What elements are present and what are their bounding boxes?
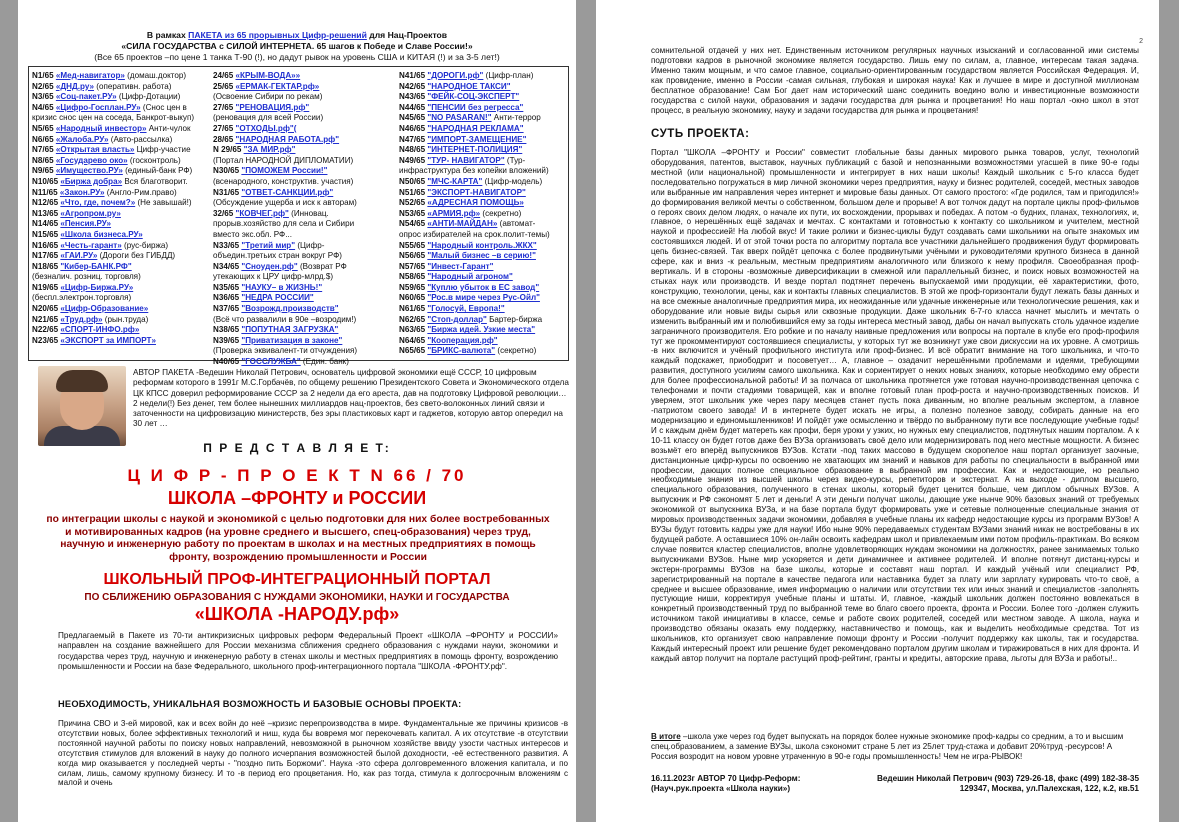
project-number: N35/65 — [213, 282, 242, 292]
project-row — [399, 262, 567, 273]
project-link[interactable]: «Государево око» — [55, 155, 128, 165]
project-link[interactable]: "ОТХОДЫ.рф"( — [235, 123, 297, 133]
project-row — [32, 336, 210, 347]
project-number: N34/65 — [213, 261, 242, 271]
project-number: N48/65 — [399, 145, 428, 155]
project-note: (Дороги без ГИБДД) — [97, 251, 176, 261]
need-paragraph: Причина СВО и 3-ей мировой, как и всех войн до неё –кризис перепроизводства в мире. Фундаментальные же причины кризисов -в отсутствии новых, более эффективных технологий и ниш, куда бы вовремя мог перекочевать капитал. А их отсутствие -в отсутствии постоянной научной работы по поиску новых направлений, невозможной в рыночном хозяйстве ввиду узости частных интересов и отсутствия стимулов для вложений в науку до полного исчерпания возможностей былой доходности, -её естественного развития. А когда мир оказывается у последней черты - "позднo пить Боржоми". Наука -это сфера долговременного вложения капитала, и по силам, лишь, самому крупному бизнесу. И то -в период его процветания. Но, как раз тогда, стимула к долгосрочным вложениям с малой и очень — [58, 719, 568, 788]
summary-paragraph: В итоге –школа уже через год будет выпускать на порядок более нужные экономике проф-кадры со средним, а то и высшим спец.образованием, а замение ВУЗы, школа сэкономит стране 5 лет из 25лет труд-стажа и добавит 20%труд -ресурсов! А Россия возродит на новом уровне утраченную в 90-е годы промышленность! Чем не игра-РЫВОК! — [651, 732, 1124, 761]
project-row — [213, 198, 395, 209]
project-row — [399, 209, 567, 220]
project-number: N43/65 — [399, 92, 428, 102]
project-note: (Тур- — [504, 155, 526, 165]
project-row — [213, 315, 395, 326]
project-row — [213, 272, 395, 283]
project-number: N8/65 — [32, 155, 56, 165]
project-number: N59/65 — [399, 282, 428, 292]
project-row — [399, 283, 567, 294]
project-link[interactable]: «АНТИ-МАЙДАН» — [427, 219, 498, 229]
project-number: N7/65 — [32, 145, 56, 155]
project-row — [213, 82, 395, 93]
project-note: (Цифр-план) — [483, 71, 534, 80]
project-note: кризис снос цен на соседа, Банкрот-выкуп) — [32, 113, 195, 123]
project-link[interactable]: «Агропром.ру» — [60, 208, 121, 218]
project-row — [32, 71, 210, 82]
presents-label: П Р Е Д С Т А В Л Я Е Т: — [203, 441, 391, 455]
project-note: Бартер-биржа — [486, 314, 543, 324]
project-number: N37/65 — [213, 304, 242, 314]
project-row — [213, 209, 395, 220]
need-heading: НЕОБХОДИМОСТЬ, УНИКАЛЬНАЯ ВОЗМОЖНОСТЬ И БАЗОВЫЕ ОСНОВЫ ПРОЕКТА: — [58, 699, 462, 709]
project-link[interactable]: "Рос.в мире через Рус-Ойл" — [427, 293, 540, 303]
project-number: N31/65 — [213, 187, 242, 197]
project-row — [399, 346, 567, 357]
project-note: (секретно) — [495, 346, 537, 356]
package-header — [30, 30, 564, 63]
page-2 — [596, 0, 1159, 822]
project-row — [32, 293, 210, 304]
sign-role: (Науч.рук.проекта «Школа науки») — [651, 784, 791, 793]
project-number-title: Ц И Ф Р - П Р О Е К Т N 66 / 70 — [127, 466, 467, 485]
project-row — [213, 241, 395, 252]
project-row — [399, 124, 567, 135]
project-row — [399, 103, 567, 114]
project-row — [213, 251, 395, 262]
project-row — [213, 336, 395, 347]
project-link[interactable]: «Соц-пакет.РУ» — [55, 92, 117, 102]
project-link[interactable]: "Сноуден.рф" — [241, 261, 298, 271]
project-number: N62/65 — [399, 314, 428, 324]
project-link[interactable]: "Приватизация в законе" — [241, 335, 343, 345]
portal-name: «ШКОЛА -НАРОДУ.рф» — [194, 604, 400, 624]
project-row — [213, 103, 395, 114]
project-number: N6/65 — [32, 134, 56, 144]
project-link[interactable]: "ИМПОРТ-ЗАМЕЩЕНИЕ" — [427, 134, 527, 144]
project-row — [32, 262, 210, 273]
project-link[interactable]: «Мед-навигатор» — [55, 71, 125, 80]
project-row — [213, 177, 395, 188]
project-row — [213, 346, 395, 357]
project-link[interactable]: «Что, где, почем?» — [60, 198, 136, 208]
project-note: (Един. банк) — [300, 357, 349, 367]
page-1 — [18, 0, 576, 822]
project-subtitle: по интеграции школы с наукой и экономикой с целью подготовки для них более востребованных и мотивированных кадров (на уровне среднего и высшего, спец-образования) через труд, научную и инженерную работу по проектам в школах и на местных предприятиях в помощь фронту, возрождению промышленности и России — [46, 514, 550, 563]
project-number: N19/65 — [32, 282, 61, 292]
project-link[interactable]: «Открытая власть» — [55, 145, 135, 155]
project-number: N56/65 — [399, 251, 428, 261]
project-row — [399, 230, 567, 241]
project-link[interactable]: "ГОССЛУЖБА" — [241, 357, 301, 367]
project-row — [32, 124, 210, 135]
project-link[interactable]: "КОВЧЕГ.рф" — [235, 208, 289, 218]
project-link[interactable]: "БРИКС-валюта" — [427, 346, 496, 356]
project-row — [32, 304, 210, 315]
project-note: (Инновац. — [288, 208, 329, 218]
section-title: СУТЬ ПРОЕКТА: — [651, 128, 750, 140]
project-note: (рус-биржа) — [121, 240, 169, 250]
project-number: N52/65 — [399, 198, 428, 208]
sign-contacts: Ведешин Николай Петрович (903) 729-26-18, факс (499) 182-38-35 129347, Москва, ул.Палехская, 122, к.2, кв.51 — [876, 774, 1139, 793]
project-note: (Проверка эквивалент-ти отчуждения) — [213, 346, 358, 356]
project-link[interactable]: "ФЕЙК-СОЦ-ЭКСПЕРТ" — [427, 92, 520, 102]
project-link[interactable]: «АДРЕСНАЯ ПОМОЩЬ» — [427, 198, 524, 208]
project-link[interactable]: "ПЕНСИИ без регресса" — [427, 102, 524, 112]
project-link[interactable]: «ЭКСПОРТ за ИМПОРТ» — [60, 335, 156, 345]
project-note: (Не завышай!) — [135, 198, 192, 208]
projects-column-3 — [399, 71, 567, 357]
project-number: 28/65 — [213, 134, 236, 144]
project-link[interactable]: «КРЫМ-ВОДА»» — [235, 71, 301, 80]
project-row — [399, 304, 567, 315]
project-row — [32, 92, 210, 103]
project-row — [32, 145, 210, 156]
project-row — [399, 145, 567, 156]
project-note: (Англо-Рим.право) — [104, 187, 177, 197]
project-number: N2/65 — [32, 81, 56, 91]
project-link[interactable]: "НАУКУ– в ЖИЗНЬ!" — [241, 282, 323, 292]
project-number: N54/65 — [399, 219, 428, 229]
project-row — [399, 251, 567, 262]
project-number: N18/65 — [32, 261, 61, 271]
project-row — [213, 166, 395, 177]
project-row — [213, 262, 395, 273]
project-number: N45/65 — [399, 113, 428, 123]
project-number: N1/65 — [32, 71, 56, 80]
project-row — [399, 177, 567, 188]
project-link[interactable]: "РЕНОВАЦИЯ.рф" — [235, 102, 310, 112]
project-link[interactable]: «АРМИЯ.рф» — [427, 208, 481, 218]
project-note: (единый-банк РФ) — [122, 166, 193, 176]
project-row — [399, 315, 567, 326]
project-link[interactable]: «Цифро-Госплан.РУ» — [55, 102, 141, 112]
project-number: N47/65 — [399, 134, 428, 144]
project-row — [399, 156, 567, 167]
project-row — [213, 357, 395, 368]
project-link[interactable]: "ЭКСПОРТ-НАВИГАТОР" — [427, 187, 526, 197]
intro-paragraph: Предлагаемый в Пакете из 70-ти антикризисных цифровых реформ Федеральный Проект «ШКОЛА –ФРОНТУ и РОССИИ» направлен на создание важнейшего для России механизма сближения среднего образования с нуждами науки, экономики и государства через труд, научную и инженерную работу в стенах школы и местных предприятиях в помощь фронту, возрождению промышленности и России на базе Федерального, школьного проф-интеграционного портала "ШКОЛА -ФРОНТУ.рф". — [58, 631, 558, 671]
project-number: N57/65 — [399, 261, 428, 271]
project-link[interactable]: "ИНТЕРНЕТ-ПОЛИЦИЯ" — [427, 145, 523, 155]
project-link[interactable]: "Народный агроном" — [427, 272, 513, 282]
project-row — [32, 113, 210, 124]
header-line-1: В рамках ПАКЕТА из 65 прорывных Цифр-решений для Нац-Проектов — [146, 30, 448, 40]
project-note: (безналич. розниц. торговля) — [32, 272, 141, 282]
project-note: (домаш.доктор) — [124, 71, 187, 80]
project-link[interactable]: "Куплю убыток в ЕС завод" — [427, 282, 540, 292]
project-row — [213, 135, 395, 146]
project-link[interactable]: "Возрожд.производств" — [241, 304, 339, 314]
project-number: 25/65 — [213, 81, 236, 91]
projects-table — [28, 66, 569, 367]
page-number: 2 — [1139, 38, 1143, 45]
package-link[interactable]: ПАКЕТА из 65 прорывных Цифр-решений — [188, 30, 367, 40]
project-note: (всенародного, конструктив. участия) — [213, 176, 354, 186]
project-link[interactable]: "Третий мир" — [241, 240, 296, 250]
project-note: (Снос цен в — [140, 102, 187, 112]
project-row — [32, 315, 210, 326]
project-link[interactable]: "НЕДРА РОССИИ" — [241, 293, 314, 303]
project-row — [32, 156, 210, 167]
project-number: N10/65 — [32, 176, 61, 186]
project-number: N11/65 — [32, 187, 60, 197]
project-number: N60/65 — [399, 293, 428, 303]
project-row — [32, 219, 210, 230]
project-note: (Возврат РФ — [297, 261, 347, 271]
project-link[interactable]: "НАРОДНАЯ РАБОТА.рф" — [235, 134, 340, 144]
project-note: (беспл.электрон.торговля) — [32, 293, 132, 303]
projects-column-2 — [213, 71, 395, 368]
project-row — [213, 113, 395, 124]
project-row — [32, 230, 210, 241]
project-row — [32, 103, 210, 114]
project-note: (Освоение Сибири по рекам) — [213, 92, 323, 102]
project-row — [32, 325, 210, 336]
project-number: N55/65 — [399, 240, 428, 250]
project-number: 27/65 — [213, 102, 236, 112]
project-row — [213, 71, 395, 82]
project-number: N39/65 — [213, 335, 242, 345]
project-row — [213, 283, 395, 294]
continuation-paragraph: сомнительной отдачей у них нет. Единственным источником регулярных научных изысканий и согласованной ими системы подготовки кадров в рыночной экономике является государство. Лишь ему по силам, а, главное, интересам такая задача. Именно таким мощным, и что самое главное, социально-ориентированным государством является Российская Федерация. И, как провидение, именно в России -самая сильная, глубокая и широкая наука! Как и лучшее в мире и доступной миллионам бесплатное образование! Сам Бог дает нам исторический шанс соединить воедино волю и инвестиционные возможности государства с силой науки, образования и задачи государства для рынка и процветания! Но наш портал -окно школ в этот процесс, в реальную экономику, науку и задачи государства для рынка и процветания! — [651, 46, 1139, 115]
project-number: N20/65 — [32, 304, 61, 314]
project-link[interactable]: "Кибер-БАНК.РФ" — [60, 261, 132, 271]
sign-date-author: 16.11.2023г АВТОР 70 Цифр-Реформ: — [651, 774, 801, 783]
project-link[interactable]: «Биржа добра» — [60, 176, 123, 186]
project-row — [399, 135, 567, 146]
project-note: (Цифр-модель) — [482, 176, 543, 186]
project-number: N13/65 — [32, 208, 61, 218]
project-row — [32, 241, 210, 252]
project-number: N5/65 — [32, 123, 56, 133]
project-note: Анти-террор — [491, 113, 541, 123]
project-number: N22/65 — [32, 325, 61, 335]
header-line-2: «СИЛА ГОСУДАРСТВА с СИЛОЙ ИНТЕРНЕТА. 65 шагов к Победе и Славе России!» — [121, 41, 473, 51]
project-link[interactable]: "МЧС-КАРТА" — [427, 176, 483, 186]
project-row — [32, 177, 210, 188]
project-note: (рын.труда) — [102, 314, 149, 324]
project-number: N64/65 — [399, 335, 428, 345]
project-row — [399, 325, 567, 336]
project-number: N46/65 — [399, 123, 428, 133]
project-name-title: ШКОЛА –ФРОНТУ и РОССИИ — [167, 488, 427, 508]
project-note: Анти-чулок — [146, 123, 191, 133]
project-link[interactable]: «Цифр-Биржа.РУ» — [60, 282, 134, 292]
project-note: Цифр-участие — [134, 145, 191, 155]
project-number: N53/65 — [399, 208, 428, 218]
project-note: опрос избирателей на срок.полит-темы) — [399, 229, 550, 239]
project-link[interactable]: "НАРОДНОЕ ТАКСИ" — [427, 81, 511, 91]
project-row — [399, 113, 567, 124]
project-number: N12/65 — [32, 198, 61, 208]
project-link[interactable]: «СПОРТ-ИНФО.рф» — [60, 325, 140, 335]
project-number: N3/65 — [32, 92, 56, 102]
project-note: (Авто-рассылка) — [108, 134, 173, 144]
project-link[interactable]: «Пенсия.РУ» — [60, 219, 112, 229]
signature-block — [651, 774, 1139, 794]
project-number: N16/65 — [32, 240, 61, 250]
project-number: N30/65 — [213, 166, 242, 176]
project-link[interactable]: «Школа бизнеса.РУ» — [60, 229, 143, 239]
project-row — [32, 166, 210, 177]
project-number: N44/65 — [399, 102, 428, 112]
portal-subtitle: ПО СБЛИЖЕНИЮ ОБРАЗОВАНИЯ С НУЖДАМИ ЭКОНОМИКИ, НАУКИ И ГОСУДАРСТВА — [84, 592, 510, 603]
project-row — [32, 198, 210, 209]
project-note: (Цифр- — [295, 240, 325, 250]
project-note: (Портал НАРОДНОЙ ДИПЛОМАТИИ) — [213, 155, 354, 165]
project-number: N42/65 — [399, 81, 428, 91]
project-link[interactable]: «ГАИ.РУ» — [60, 251, 98, 261]
project-link[interactable]: «ДНД.ру» — [55, 81, 95, 91]
project-row — [399, 219, 567, 230]
project-link[interactable]: "ОТВЕТ-САНКЦИИ.рф" — [241, 187, 334, 197]
project-note: (оперативн. работа) — [94, 81, 172, 91]
project-link[interactable]: «Честь-гарант» — [60, 240, 122, 250]
project-row — [213, 325, 395, 336]
project-link[interactable]: "ЗА МИР.рф" — [243, 145, 296, 155]
author-photo — [38, 366, 126, 446]
project-link[interactable]: "NO PASARAN!" — [427, 113, 492, 123]
project-note: инфраструктура без копейки вложений) — [399, 166, 549, 176]
projects-column-1 — [32, 71, 210, 346]
project-number: N38/65 — [213, 325, 242, 335]
project-row — [399, 92, 567, 103]
project-link[interactable]: «ЕРМАК-ГЕКТАР.рф» — [235, 81, 320, 91]
project-link[interactable]: «Труд.рф» — [60, 314, 103, 324]
project-number: N14/65 — [32, 219, 61, 229]
project-row — [213, 156, 395, 167]
project-row — [213, 145, 395, 156]
project-link[interactable]: «Цифр-Образование» — [60, 304, 149, 314]
project-note: (Обсуждение ущерба и иск к авторам) — [213, 198, 357, 208]
project-link[interactable]: «Имущество.РУ» — [55, 166, 123, 176]
project-link[interactable]: "ДОРОГИ.рф" — [427, 71, 484, 80]
project-row — [399, 71, 567, 82]
project-number: N17/65 — [32, 251, 61, 261]
project-row — [213, 304, 395, 315]
project-row — [32, 251, 210, 262]
project-row — [213, 188, 395, 199]
project-row — [213, 124, 395, 135]
project-number: N 29/65 — [213, 145, 244, 155]
project-row — [32, 82, 210, 93]
project-row — [32, 209, 210, 220]
project-number: N15/65 — [32, 229, 61, 239]
project-number: N21/65 — [32, 314, 61, 324]
project-link[interactable]: «Жалоба.РУ» — [55, 134, 109, 144]
project-link[interactable]: "Стоп-доллар" — [427, 314, 487, 324]
project-row — [399, 82, 567, 93]
summary-label: В итоге — [651, 732, 681, 741]
project-row — [213, 293, 395, 304]
project-row — [399, 272, 567, 283]
project-link[interactable]: "Малый бизнес –в серию!" — [427, 251, 536, 261]
project-note: (автомат- — [497, 219, 536, 229]
project-note: объедин.третьих стран вокруг РФ) — [213, 251, 342, 261]
project-number: N63/65 — [399, 325, 428, 335]
project-row — [32, 188, 210, 199]
project-number: N58/65 — [399, 272, 428, 282]
project-number: 27/65 — [213, 123, 236, 133]
project-note: прорыв.хозяйство для села и Сибири — [213, 219, 355, 229]
project-number: N36/65 — [213, 293, 242, 303]
author-bio: АВТОР ПАКЕТА -Ведешин Николай Петрович, основатель цифровой экономики ещё СССР, 10 цифровым реформам которого в 1991г М.С.Горбачёв, по общему решению Президентского Совета и Экономического отдела ЦК КПСС доверил реформирование СССР за 2 недели да его ареста, дав на подготовку Цифровой революции… 2 недели(!) Без денег, тем более нынешних миллиардов нац-проектов, без свето-волоконных линий связи и заточенности на цифровизацию министерств, без эры пластиковых карт и гаджетов, которую автор опередил на 30 лет … — [133, 368, 569, 429]
project-number: 24/65 — [213, 71, 236, 80]
project-row — [213, 92, 395, 103]
project-link[interactable]: "ТУР- НАВИГАТОР" — [427, 155, 505, 165]
project-link[interactable]: "Голосуй, Европа!" — [427, 304, 505, 314]
project-row — [213, 219, 395, 230]
project-number: N23/65 — [32, 335, 61, 345]
project-essence-paragraph: Портал "ШКОЛА –ФРОНТУ и России" совместит глобальные базы данных мирового рынка товаров, услуг, технологий оборудования, патентов, выставок, научных публикаций с базой и непознанными возможностями угасшей в пике 90-е годы местной (или национальной) промышленности и интегрирует в них наши школы! Каждый школьник с 5-го класса будет последовательно погружаться в мир личной экономики через предприятия, науку и бизнес родителей, соседей, местных заводов или выбранные им направления через интернет и мировые базы данных. От самого простого: «Где родился, там и пригодился!» до формирования великой мечты о собственном, большом деле и прорыве! А вот толчок дадут на портале циклы проф-фильмов о героях своих делом людях, о начале их пути, их восхождении, прорывах и победах. А потом -о будних, планах, технологиях, и, главное, о нерешённых ещё задачах и мечтах. С контактами и готовностью к контакту со школьником и учителем, местной наукой и профессией! На любой вкус! И такие ролики и бизнес-циклы будут создавать сами школьники на опыте знакомых им состоявшихся людей. И от этой точки роста по алгоритму портала все участники дальнейшего продвижения будут формировать цепь бизнес-связей. Так вверх пойдёт цепочка с более продвинутыми учёными и руководителями крупного бизнеса в данной сфере, как и вниз -к реальным, местным предприятиям аналогичного или близкого к нему профиля. Своеобразная проф-вертикаль. И в стороны -возможные диверсификации в смежной или параллельный бизнес, и поиск новых возможностей на стыках наук или производств. И везде портал подтянет перечень выпускаемой ими продукции, её характеристики, фото, конструкцию, технологии, цены, как и контакты главных специалистов. В этой же проф-горизонтали будут лежать базы данных и на все смежные аналогичные предприятия мира, их неожиданные или удачные инженерные или технологические решения, как и оборудование или новые виды сырья или сквозные продукции. Даже школьник 6-7-го класса начнет мыслить и мечтать о изменить выбранный им и полюбившийся ему за годы интереса местный завод, дабы он начал выпускать столь удачное изделие заграничного производителя. Его робкие и по началу наивные предложения или вопросы на портале в клубе его проф-профиля тут же прокомментируют состоявшиеся специалисты, у которых тут же возникнут уже свои дискуссии на их уровне. А смотришь -в них включится и учёный профильного института или проф-бизнес. И всё обратит внимание на того школьника, и что-то каждый подскажет, приободрит и посоветует… А, главное – озадачит нерешёнными проблемами и идеями, требующими развития, доступного усилиям самого школьника. Как и сориентирует о неких новых знаниях, которые необходимо ему обрести для более профессиональной работы! И за полчаса от школьника протянется уже готовая научно-производственная цепочка с телефонами и почти стадиями товарищей, как и вполне готовый план проф-роста и научно-производственных поисков. И уверяем, этот школьник уже через пару месяцев станет пусть пока диванным, но вполне реальным экспертом, а главное -патриотом своего завода! И в интернете будет искать не игры, а полезно полезное заводу, собирать данные на его модернизацию и единомышленников! И пойдёт уже осмысленно и твёрдо по выбранному пути все последующие учебные годы! И с каждым днём будет матереть как профи, беря уроки у узких, но нужных ему специалистов, подтянутых нашим порталом. А к 10-11 классу он будет готов даже без ВУЗа организовать своё дело или модернизировать под него местные мощности. А бизнес возьмёт его вперёд выпускников ВУЗов. Кстати -под таких массово в будущем скоропелое наш портал организует заочные, дистанционные цифр-курсы по освоению не хватающих им знаний и навыков для работы по специальности в выбранной ими профессии, дающих полное специальное образование в выбранной им профессии. Как и недостающие, но реально необходимые знания из высшей школы через видео-курсы, репетиторов и экстернат. А на выходе - диплом высшего, специального образования, полученного в стенах школы, который будет ценится больше, чем диплом обычных ВУЗов. А выпускник и РФ сэкономят 5 лет и деньги! А эти деньги получат школы, дающие уже нынче 90% базовых знаний от требуемых экономикой от выпускника ВУЗа, и на базе портала будут формировать уже и сетевые полноценные специальные знания от мировых производственных задачи экономики, добавляя в учебные планы их кафедр недостающие курсы из программ ВУЗов! А ВУЗы будут готовить кадры уже для науки! Ибо ныне 90% передаваемых студентам ВУЗами знаний никак не востребованы в их будущей работе. А оставшиеся 10% он-лайн освоить кафедрам школ и привлекаемым ими потом профиль-практикам. Во всяком случае появится кластер специалистов, вполне удовлетворяющих нуждам экономики на должностях, ранее занимаемых только выпускниками ВУЗов. Ныне мир ускоряется и дети динамичнее и активнее родителей. И вполне потянут дистанц-курсы и экстерн-программы ВУЗов на базе школы, которые и составят наш портал. И каждый учёный или специалист РФ, зарегистрированный на портале в качестве педагога или наставника будет за плату или зарплату курировать что-то своё, а среднее и высшее образование, имея информацию о наличии или отсутствии тех или иных знаний и специалистов -заполнять пустующие ниши, корректируя учебные планы и штаты. И, главное, -каждый школьник должен постоянно вовлекаться в конкретный производственный труд по выбранной теме во благо своего проекта, фронта и России. Более того -должен служить источником такой инициативы в классе, семье и работе своих родителей, соседей или местном заводе. А школа, наука и производство обязаны оказать ему поддержку, наставничество и помощь, как и выделить необходимые средства. Тот из школьников, кто организует свою направление помощи фронту и России -получит поддержку как школы, так и государства. Каждый интересный проект или решение будет рекомендовано порталом другим школам и тиражироваться в них для фронта. И каждый автор получит на портале растущий проф-рейтинг, гранты и кредиты, авторские права, льготы для ВУЗа и работы!.. — [651, 148, 1139, 664]
project-note: вместо экс.обл. РФ... — [213, 229, 292, 239]
project-note: (секретно) — [480, 208, 522, 218]
project-number: N61/65 — [399, 304, 428, 314]
project-row — [399, 293, 567, 304]
project-link[interactable]: "ПОПУТНАЯ ЗАГРУЗКА" — [241, 325, 339, 335]
project-link[interactable]: «Закон.РУ» — [59, 187, 105, 197]
project-number: N49/65 — [399, 155, 428, 165]
header-line-3: (Все 65 проектов –по цене 1 танка Т-90 (!), но дадут рывок на уровень США и КИТАЯ (!) и за 3-5 лет!) — [94, 52, 500, 62]
project-note: (госконтроль) — [127, 155, 181, 165]
portal-title: ШКОЛЬНЫЙ ПРОФ-ИНТЕГРАЦИОННЫЙ ПОРТАЛ — [103, 571, 491, 588]
project-row — [213, 230, 395, 241]
project-note: (Цифр-Дотации) — [116, 92, 181, 102]
project-note: Вся благотворит. — [122, 176, 188, 186]
project-link[interactable]: "Биржа идей. Узкие места" — [427, 325, 536, 335]
project-number: N51/65 — [399, 187, 428, 197]
project-note: (Всё что развалили в 90е –возродим!) — [213, 314, 357, 324]
project-row — [399, 336, 567, 347]
project-note: (реновация для всей России) — [213, 113, 324, 123]
project-row — [32, 283, 210, 294]
project-link[interactable]: "Кооперация.рф" — [427, 335, 498, 345]
project-link[interactable]: "Инвест-Гарант" — [427, 261, 494, 271]
project-number: N9/65 — [32, 166, 56, 176]
project-link[interactable]: "НАРОДНАЯ РЕКЛАМА" — [427, 123, 524, 133]
project-row — [32, 272, 210, 283]
project-number: N65/65 — [399, 346, 428, 356]
project-row — [399, 198, 567, 209]
project-number: N41/65 — [399, 71, 428, 80]
project-number: N40/65 — [213, 357, 242, 367]
project-number: N4/65 — [32, 102, 56, 112]
project-number: 32/65 — [213, 208, 236, 218]
project-row — [399, 166, 567, 177]
project-row — [399, 188, 567, 199]
project-link[interactable]: "ПОМОЖЕМ России!" — [241, 166, 328, 176]
project-row — [32, 135, 210, 146]
project-number: N50/65 — [399, 176, 428, 186]
project-note: утекающих к ЦРУ цифр-млрд.$) — [213, 272, 334, 282]
project-link[interactable]: «Народный инвестор» — [55, 123, 147, 133]
project-row — [399, 241, 567, 252]
project-link[interactable]: "Народный контроль.ЖКХ" — [427, 240, 537, 250]
project-number: N33/65 — [213, 240, 242, 250]
